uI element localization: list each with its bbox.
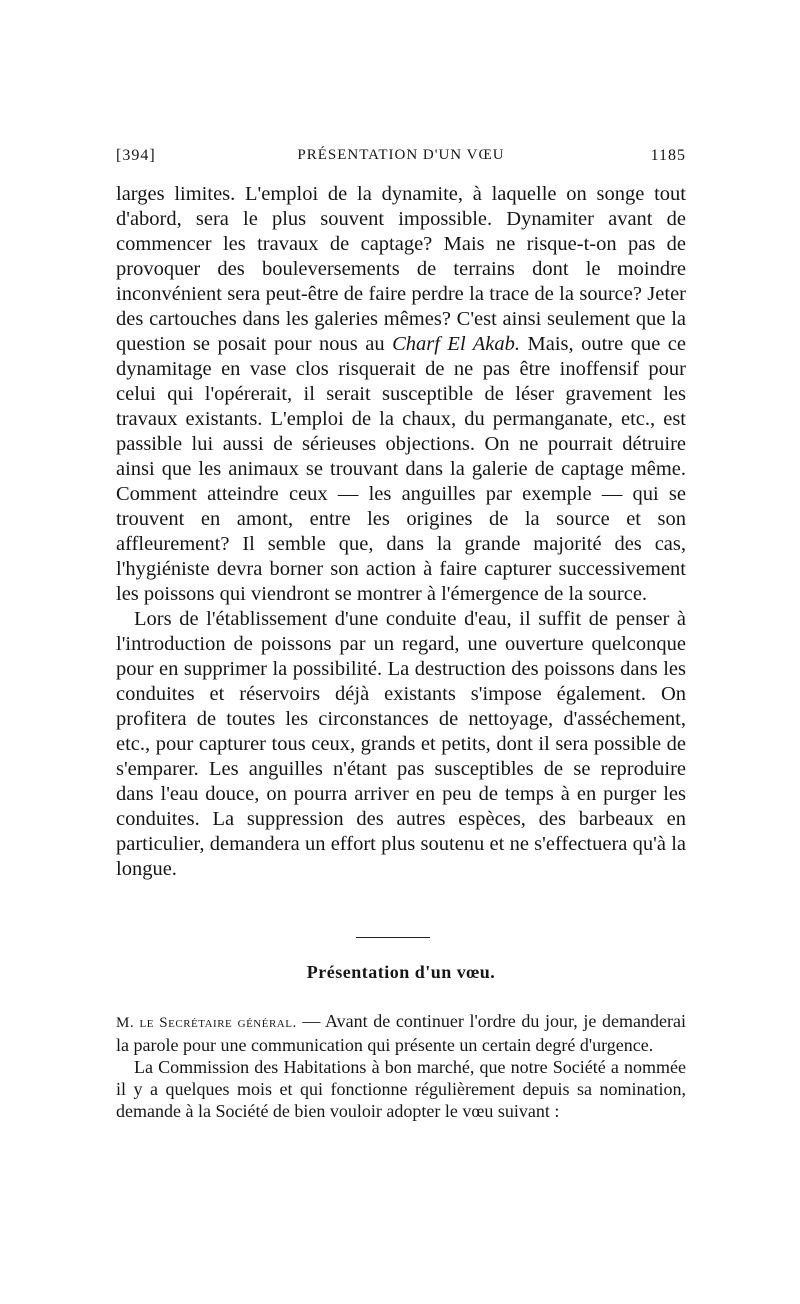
paragraph-2: Lors de l'établissement d'une conduite d'eau, il suffit de penser à l'introduction de poissons par un regard, une ouverture quelconque pour en supprimer la possibilité. La destruction des poissons dans les conduites et réservoirs déjà existants s'impose également. On profitera de toutes les circonstances de nettoyage, d'asséchement, etc., pour capturer tous ceux, grands et petits, dont il sera possible de s'emparer. Les anguilles n'étant pas susceptibles de se reproduire dans l'eau douce, on pourra arriver en peu de temps à en purger les conduites. La suppression des autres espèces, des barbeaux en particulier, demandera un effort plus soutenu et ne s'effectuera qu'à la longue.	[116, 608, 686, 880]
running-title: PRÉSENTATION D'UN VŒU	[297, 147, 505, 163]
page-reference: [394]	[116, 147, 156, 164]
speech-text: — Avant de continuer l'ordre du jour, je demanderai la parole pour une communication qui présente un certain degré d'urgence.	[116, 1011, 686, 1055]
body-text	[116, 182, 686, 882]
minutes-text	[116, 1010, 686, 1122]
running-header	[116, 147, 686, 171]
paragraph-1-part-a: larges limites. L'emploi de la dynamite, à laquelle on songe tout d'abord, sera le plus souvent impossible. Dynamiter avant de commencer les travaux de captage? Mais ne risque-t-on pas de provoquer des bouleversements de terrains dont le moindre inconvénient sera peut-être de faire perdre la trace de la source? Jeter des cartouches dans les galeries mêmes? C'est ainsi seulement que la question se posait pour nous au	[116, 183, 686, 355]
minutes-paragraph-1	[116, 1010, 686, 1056]
place-name: Charf El Akab.	[392, 333, 521, 355]
paragraph-1	[116, 182, 686, 607]
paragraph-1-part-b: Mais, outre que ce dynamitage en vase clos risquerait de ne pas être inoffensif pour celui qui l'opérerait, il serait susceptible de léser gravement les travaux existants. L'emploi de la chaux, du permanganate, etc., est passible lui aussi de sérieuses objections. On ne pourrait détruire ainsi que les animaux se trouvant dans la galerie de captage même. Comment atteindre ceux — les anguilles par exemple — qui se trouvent en amont, entre les origines de la source et son affleurement? Il semble que, dans la grande majorité des cas, l'hygiéniste devra borner son action à faire capturer successivement les poissons qui viendront se montrer à l'émergence de la source.	[116, 333, 687, 605]
minutes-paragraph-2: La Commission des Habitations à bon marché, que notre Société a nommée il y a quelques mois et qui fonctionne régulièrement depuis sa nomination, demande à la Société de bien vouloir adopter le vœu suivant :	[116, 1057, 686, 1121]
page-number: 1185	[650, 147, 686, 164]
speaker-name: M. le Secrétaire général.	[116, 1015, 297, 1031]
section-title: Présentation d'un vœu.	[306, 962, 496, 982]
section-divider	[356, 937, 430, 938]
